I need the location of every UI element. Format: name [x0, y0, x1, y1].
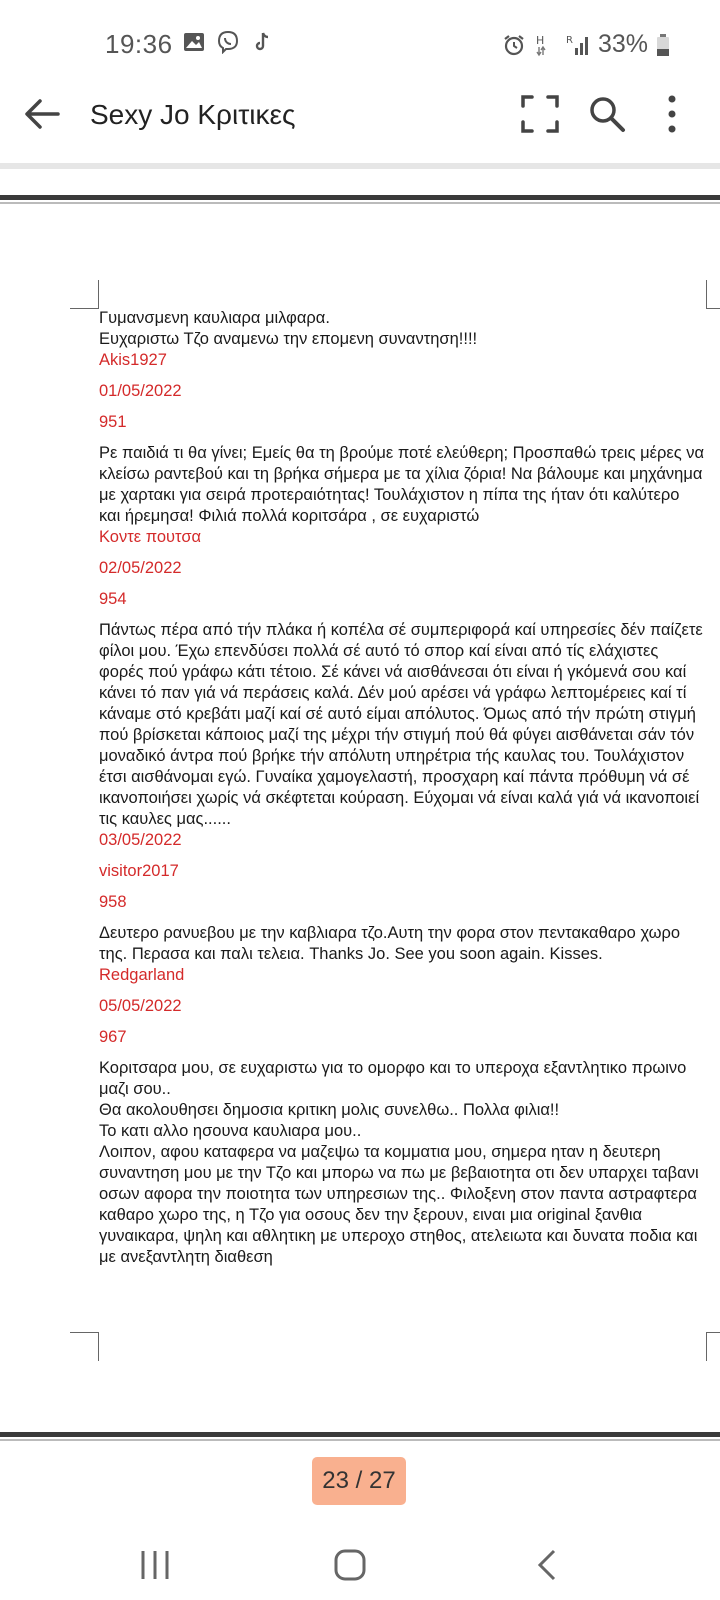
- page-separator-bottom: [0, 1432, 720, 1437]
- review-text: Ρε παιδιά τι θα γίνει; Εμείς θα τη βρούμε ποτέ ελεύθερη; Προσπαθώ τρεις μέρες να κλείσω ραντεβού και τη βρήκα σήμερα με τα χίλια ζόρια! Να βάλουμε και μηχάνημα με χαρτακι για σειρά προτεραιότητας! Τουλάχιστον η πίπα της ήταν ότι καλύτερο και ήρεμησα! Φιλιά πολλά κοριτσάρα , σε ευχαριστώ: [99, 444, 705, 525]
- review-date: 03/05/2022: [99, 831, 182, 849]
- search-icon[interactable]: [585, 92, 629, 136]
- more-icon[interactable]: [650, 92, 694, 136]
- battery-icon: [656, 33, 670, 57]
- page-indicator: 23 / 27: [312, 1457, 406, 1505]
- back-nav-icon[interactable]: [528, 1545, 568, 1585]
- tiktok-icon: [250, 30, 274, 54]
- review-number: 967: [99, 1028, 127, 1046]
- review-text: Ευχαριστω Τζο αναμενω την επομενη συναντηση!!!!: [99, 330, 478, 348]
- document-page[interactable]: [99, 308, 705, 1320]
- review-text: Πάντως πέρα από τήν πλάκα ή κοπέλα σέ συμπεριφορά καί υπηρεσίες δέν παίζετε φίλοι μου. Έχω επενδύσει πολλά σέ αυτό τό σπορ καί είναι από τίς ελάχιστες φορές πού γράφω κάτι τέτοιο. Σέ κάνει νά αισθάνεσαι ότι είναι ή γκόμενά σου καί κάνει τό παν γιά νά περάσεις καλά. Δέν μού αρέσει νά γράφω λεπτομέρειες καί τί κάναμε στό κρεβάτι μαζί καί σέ αυτό είμαι απόλυτος. Όμως από τήν πρώτη στιγμή πού βρίσκεται κάποιος μαζί της μέχρι τήν στιγμή πού θά φύγει αισθάνεται σάν τόν μοναδικό άντρα πού βρήκε τήν απόλυτη υπηρέτρια τής καυλας του. Τουλάχιστον έτσι αισθάνομαι εγώ. Γυναίκα χαμογελαστή, προσχαρη καί πάντα πρόθυμη νά σέ ικανοποιήσει χωρίς νά σκέφτεται κούραση. Εύχομαι νά είναι καλά γιά νά ικανοποιεί τις καυλες μας......: [99, 621, 703, 828]
- review-number: 951: [99, 413, 127, 431]
- review-text: Κοριτσαρα μου, σε ευχαριστω για το ομορφο και το υπεροχα εξαντλητικο πρωινο μαζι σου..: [99, 1059, 687, 1098]
- recents-icon[interactable]: [135, 1545, 175, 1585]
- review-number: 958: [99, 893, 127, 911]
- review-text: Το κατι αλλο ησουνα καυλιαρα μου..: [99, 1122, 362, 1140]
- app-bar-divider: [0, 163, 720, 169]
- page-separator-top: [0, 195, 720, 200]
- crop-mark: [706, 280, 720, 309]
- svg-text:H: H: [535, 33, 545, 47]
- crop-mark: [70, 280, 99, 309]
- review-number: 954: [99, 590, 127, 608]
- alarm-icon: [502, 33, 526, 57]
- crop-mark: [70, 1332, 99, 1361]
- hplus-icon: [534, 33, 558, 57]
- review-text: Λοιπον, αφου καταφερα να μαζεψω τα κομματια μου, σημερα ηταν η δευτερη συναντηση μου με την Τζο και μπορω να πω με βεβαιοτητα οτι δεν υπαρχει ταβανι οσων αφορα την ποιοτητα των υπηρεσιων της.. Φιλοξενη στον παντα αστραφτερα καθαρο χωρο της, η Τζο για οσους δεν την ξερουν, ειναι μια original ξανθια γυναικαρα, ψηλη και αθλητικη με υπεροχο στηθος, ατελειωτα και δυνατα ποδια και με ανεξαντλητη διαθεση: [99, 1143, 699, 1266]
- viber-icon: [216, 30, 240, 54]
- svg-text:R: R: [565, 34, 573, 46]
- crop-mark: [706, 1332, 720, 1361]
- status-time: 19:36: [105, 29, 173, 59]
- page-separator-bottom-shadow: [0, 1439, 720, 1441]
- fullscreen-icon[interactable]: [518, 92, 562, 136]
- review-text: Θα ακολουθησει δημοσια κριτικη μολις συνελθω.. Πολλα φιλια!!: [99, 1101, 560, 1119]
- signal-icon: [566, 33, 590, 57]
- review-author: Redgarland: [99, 966, 185, 984]
- review-date: 02/05/2022: [99, 559, 182, 577]
- home-icon[interactable]: [330, 1545, 370, 1585]
- review-date: 05/05/2022: [99, 997, 182, 1015]
- review-date: 01/05/2022: [99, 382, 182, 400]
- app-bar: [0, 72, 720, 162]
- page-separator-top-shadow: [0, 202, 720, 204]
- review-text: Γυμανσμενη καυλιαρα μιλφαρα.: [99, 309, 330, 327]
- back-arrow-icon[interactable]: [18, 90, 66, 138]
- review-author: Akis1927: [99, 351, 167, 369]
- gallery-icon: [182, 30, 206, 54]
- review-author: visitor2017: [99, 862, 179, 880]
- battery-percent: 33%: [597, 30, 648, 58]
- review-text: Δευτερο ρανυεβου με την καβλιαρα τζο.Αυτη την φορα στον πεντακαθαρο χωρο της. Περασα και παλι τελεια. Thanks Jo. See you soon again. Kisses.: [99, 924, 681, 963]
- document-title: Sexy Jo Κριτικες: [90, 99, 296, 130]
- review-author: Κοντε πουτσα: [99, 528, 202, 546]
